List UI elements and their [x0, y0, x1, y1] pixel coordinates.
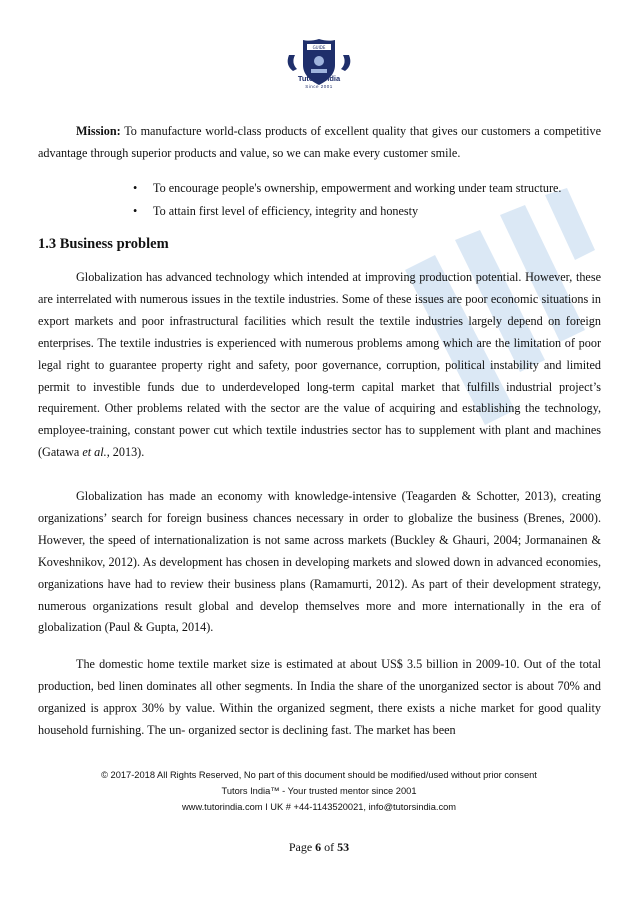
paragraph-italic: et al.	[82, 445, 107, 460]
page-number: Page 6 of 53	[288, 840, 350, 854]
mission-paragraph	[38, 121, 601, 165]
footer-copyright: © 2017-2018 All Rights Reserved, No part of this document should be modified/used without prior consent	[101, 770, 537, 780]
mission-label: Mission:	[76, 124, 121, 138]
paragraph-globalization-1	[38, 267, 601, 464]
bullet-item: • To attain first level of efficiency, integrity and honesty	[133, 204, 603, 227]
logo-ribbon: GUIDE	[312, 45, 326, 50]
mission-text: To manufacture world-class products of excellent quality that gives our customers a competitive advantage through superior products and value, so we can make every customer smile.	[38, 124, 601, 160]
paragraph-text: Globalization has made an economy with knowledge-intensive (Teagarden & Schotter, 2013), creating organizations’ search for foreign business chances necessary in order to globalize the business (Brenes, 2000). However, the speed of internationalization is not same across markets (Buckley & Ghauri, 2004; Jormanainen & Koveshnikov, 2012). As development has chosen in developing markets and slowed down in advanced economies, organizations have had to review their business plans (Ramamurti, 2012). As part of their development strategy, numerous organizations result global and develop themselves more and more internationally in the era of globalization (Paul & Gupta, 2014).	[38, 489, 601, 635]
logo-title: Tutors India	[297, 74, 341, 83]
bullet-item: • To encourage people's ownership, empowerment and working under team structure.	[133, 181, 603, 204]
footer-tagline: Tutors India™ - Your trusted mentor since 2001	[221, 786, 417, 796]
paragraph-home-textile	[38, 654, 601, 742]
section-heading: 1.3 Business problem	[38, 236, 169, 252]
footer-contact: www.tutorindia.com I UK # +44-1143520021, info@tutorsindia.com	[181, 802, 457, 812]
bullet-list	[133, 181, 603, 227]
paragraph-text: The domestic home textile market size is estimated at about US$ 3.5 billion in 2009-10. Out of the total production, bed linen dominates all other segments. In India the share of the unorganized sector is about 70% and organized is approx 30% by value. Within the organized segment, there exists a niche market for good quality household furnishing. The un- organized sector is declining fast. The market has been	[38, 657, 601, 737]
current-page: 6	[315, 840, 322, 854]
paragraph-globalization-2	[38, 486, 601, 639]
paragraph-text: Globalization has advanced technology which intended at improving production potential. However, these are interrelated with numerous issues in the textile industries. Some of these issues are poor economic situations in export markets and poor infrastructural facilities which result the textile industries largely depend on foreign enterprises. The textile industries is experienced with numerous problems among which are the limitation of poor legal right to guarantee property right and safety, poor governance, corruption, political instability and limited permit to investible funds due to underdeveloped long-term capital market that fulfills industrial project’s requirement. Other problems related with the sector are the value of acquiring and establishing the technology, employee-training, constant power cut which textile industries sector has to supplement with plant and machines (Gatawa	[38, 270, 601, 460]
total-pages: 53	[337, 840, 350, 854]
logo-since: Since 2001	[305, 84, 333, 89]
paragraph-text-end: , 2013).	[106, 445, 145, 460]
